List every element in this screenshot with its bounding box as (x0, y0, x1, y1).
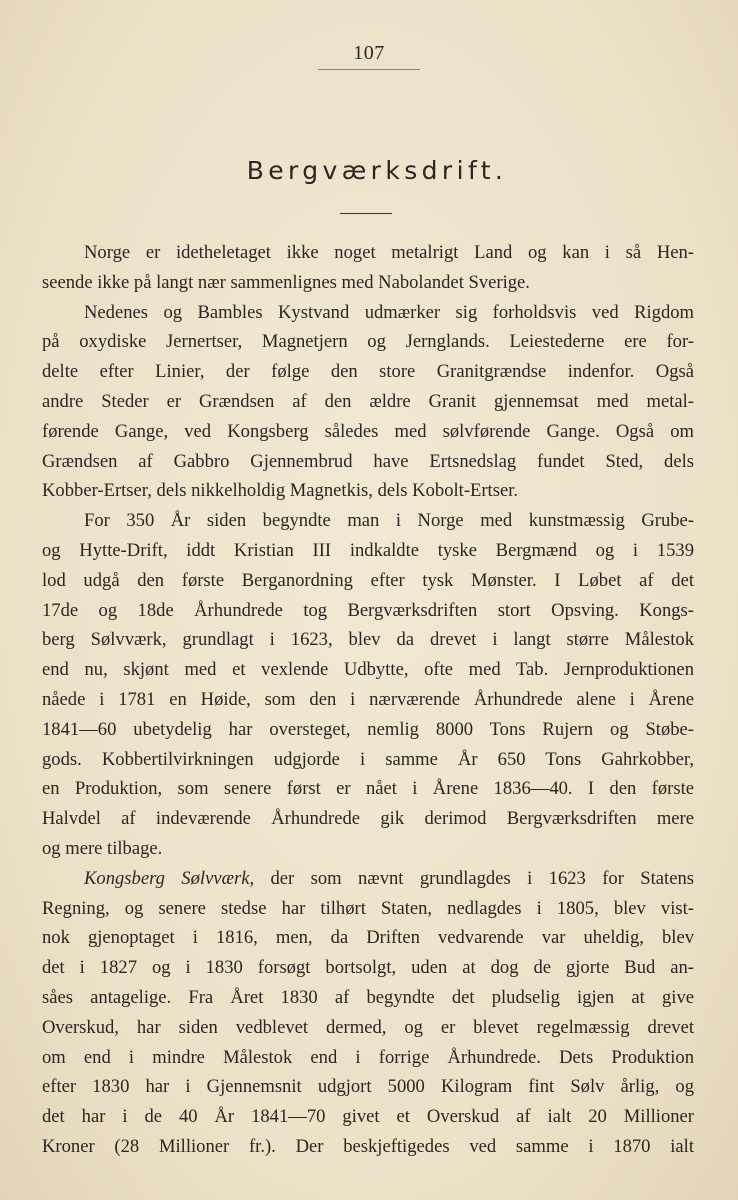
line-text: og mere tilbage. (42, 837, 163, 859)
line-text: og Hytte-Drift, iddt Kristian III indkaldte tyske Bergmænd og i 1539 (42, 539, 694, 561)
line-text: om end i mindre Målestok end i forrige Århundrede. Dets Produktion (42, 1046, 694, 1068)
line-text: på oxydiske Jernertser, Magnetjern og Jernglands. Leiestederne ere for- (42, 331, 694, 353)
text-line (42, 268, 694, 298)
text-line (42, 536, 694, 566)
text-line (42, 923, 694, 953)
text-line (42, 655, 694, 685)
page-number: 107 (353, 42, 385, 64)
text-line (42, 834, 694, 864)
line-text: det har i de 40 År 1841—70 givet et Overskud af ialt 20 Millioner (42, 1106, 694, 1128)
text-line (42, 417, 694, 447)
text-line (42, 327, 694, 357)
line-text: Kobber-Ertser, dels nikkelholdig Magnetkis, dels Kobolt-Ertser. (42, 480, 519, 502)
line-text: For 350 År siden begyndte man i Norge med kunstmæssig Grube- (84, 510, 694, 532)
text-line (42, 864, 694, 894)
line-text: en Produktion, som senere først er nået i Årene 1836—40. I den første (42, 778, 694, 800)
text-line (42, 238, 694, 268)
text-line (42, 1102, 694, 1132)
text-line (42, 1132, 694, 1162)
line-text: Norge er idetheletaget ikke noget metalrigt Land og kan i så Hen- (84, 242, 694, 263)
text-line (42, 894, 694, 924)
line-text: lod udgå den første Berganordning efter tysk Mønster. I Løbet af det (42, 569, 694, 591)
text-line (42, 625, 694, 655)
text-line (42, 447, 694, 477)
text-line (42, 1072, 694, 1102)
line-text: Regning, og senere stedse har tilhørt Staten, nedlagdes i 1805, blev vist- (42, 897, 694, 919)
text-line (42, 476, 694, 506)
line-text: 1841—60 ubetydelig har oversteget, nemlig 8000 Tons Rujern og Støbe- (42, 718, 694, 740)
text-line (42, 566, 694, 596)
text-line (42, 953, 694, 983)
line-text: seende ikke på langt nær sammenlignes med Nabolandet Sverige. (42, 271, 530, 293)
text-line (42, 804, 694, 834)
line-text: end nu, skjønt med et vexlende Udbytte, ofte med Tab. Jernproduktionen (42, 659, 694, 681)
text-line (42, 596, 694, 626)
text-line (42, 745, 694, 775)
line-text: nok gjenoptaget i 1816, men, da Driften vedvarende var uheldig, blev (42, 927, 694, 949)
line-text: andre Steder er Grændsen af den ældre Granit gjennemsat med metal- (42, 390, 694, 412)
line-text: nåede i 1781 en Høide, som den i nærværende Århundrede alene i Årene (42, 688, 694, 710)
line-text: Grændsen af Gabbro Gjennembrud have Ertsnedslag fundet Sted, dels (42, 450, 694, 472)
text-line (42, 774, 694, 804)
heading-rule (340, 213, 392, 214)
line-text: Halvdel af indeværende Århundrede gik derimod Bergværksdriften mere (42, 808, 694, 830)
line-text: gods. Kobbertilvirkningen udgjorde i samme År 650 Tons Gahrkobber, (42, 748, 694, 770)
body-text (42, 238, 694, 1162)
text-line (42, 983, 694, 1013)
line-text: 17de og 18de Århundrede tog Bergværksdriften stort Opsving. Kongs- (42, 599, 694, 621)
line-text: berg Sølvværk, grundlagt i 1623, blev da drevet i langt større Målestok (42, 629, 694, 651)
text-line (42, 357, 694, 387)
text-line (42, 298, 694, 328)
line-text: det i 1827 og i 1830 forsøgt bortsolgt, uden at dog de gjorte Bud an- (42, 957, 694, 979)
text-line (42, 1013, 694, 1043)
line-text: førende Gange, ved Kongsberg således med sølvførende Gange. Også om (42, 420, 694, 442)
italic-term: Kongsberg Sølvværk, (84, 867, 255, 889)
line-text: der som nævnt grundlagdes i 1623 for Statens (254, 867, 694, 889)
line-text: efter 1830 har i Gjennemsnit udgjort 5000 Kilogram fint Sølv årlig, og (42, 1076, 694, 1098)
line-text: såes antagelige. Fra Året 1830 af begyndte det pludselig igjen at give (42, 986, 694, 1008)
section-heading: Bergværksdrift. (246, 156, 508, 185)
text-line (42, 1043, 694, 1073)
text-line (42, 685, 694, 715)
line-text: Overskud, har siden vedblevet dermed, og er blevet regelmæssig drevet (42, 1016, 694, 1038)
line-text: delte efter Linier, der følge den store Granitgrændse indenfor. Også (42, 361, 694, 383)
text-line (42, 506, 694, 536)
line-text: Nedenes og Bambles Kystvand udmærker sig forholdsvis ved Rigdom (84, 301, 694, 323)
text-line (42, 715, 694, 745)
line-text: Kroner (28 Millioner fr.). Der beskjeftigedes ved samme i 1870 ialt (42, 1135, 694, 1157)
text-line (42, 387, 694, 417)
page-number-rule (318, 69, 420, 70)
